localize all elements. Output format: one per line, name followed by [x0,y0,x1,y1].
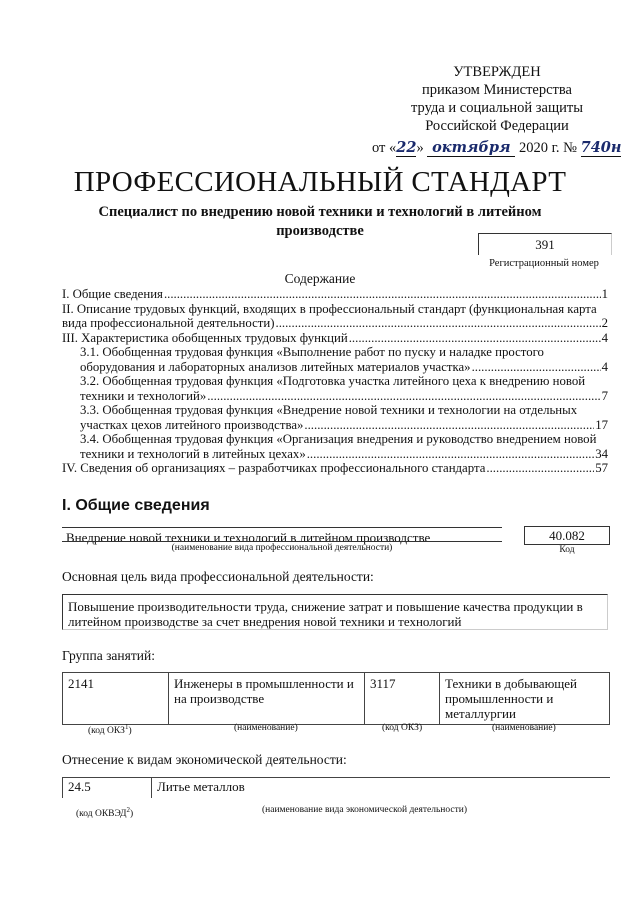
occupation-name-2: Техники в добывающей промышленности и металлургии [440,673,610,725]
toc-item-3-3[interactable] [62,403,608,432]
toc-item-text: 3.2. Обобщенная трудовая функция «Подготовка участка литейного цеха к внедрению новой [80,374,586,388]
toc-item-page: 7 [601,388,608,403]
okz-caption-1: (код ОКЗ$^1$) [88,723,132,737]
approval-title: УТВЕРЖДЕН [453,64,541,80]
registration-number: 391 [535,237,555,252]
toc-item-page: 1 [601,287,608,301]
registration-label: Регистрационный номер [489,258,599,269]
okz-code-1: 2141 [63,673,169,725]
toc-item-page: 2 [601,316,608,330]
toc-item-text: 3.1. Обобщенная трудовая функция «Выполнение работ по пуску и наладке простого [80,345,544,359]
goal-text: Повышение производительности труда, снижение затрат и повышение качества продукции в литейном производстве за счет внедрения новой техники и технологий [68,599,583,629]
toc-item-text-cont: участках цехов литейного производства» [80,417,304,432]
toc-item-text: IV. Сведения об организациях – разработчиках профессионального стандарта [62,461,486,475]
okz-code-2: 3117 [365,673,440,725]
toc-item-2[interactable] [62,302,608,331]
approval-line-2: приказом Министерства [422,82,572,98]
toc-item-text-cont: оборудования и лабораторных анализов литейных материалов участка» [80,359,471,374]
activity-code: 40.082 [549,528,585,543]
toc-item-text: 3.4. Обобщенная трудовая функция «Организация внедрения и руководство внедрением новой [80,432,597,446]
toc-item-1[interactable] [62,287,608,302]
okved-code-caption: (код ОКВЭД$^2$) [76,806,134,820]
order-from: от « [372,140,397,156]
name-caption-1: (наименование) [234,723,298,733]
toc-item-3-1[interactable] [62,345,608,374]
toc-item-text: III. Характеристика обобщенных трудовых функций [62,330,348,345]
goal-label: Основная цель вида профессиональной деятельности: [62,569,374,584]
order-year: 2020 г. № [518,140,577,156]
occupation-name-1: Инженеры в промышленности и на производстве [169,673,365,725]
toc-item-text-cont: техники и технологий» [80,388,207,403]
order-date-number [372,139,632,157]
okved-name: Литье металлов [152,778,611,799]
toc-item-3-4[interactable] [62,432,608,461]
table-row [63,778,611,799]
toc-item-text-cont: техники и технологий в литейных цехах» [80,446,306,461]
toc-item-3[interactable] [62,331,608,346]
okz-caption-2: (код ОКЗ) [382,723,423,733]
toc-item-page: 4 [601,330,608,345]
toc-item-page: 4 [601,359,608,374]
registration-number-box [478,233,612,255]
activity-underline [62,541,502,542]
okved-label: Отнесение к видам экономической деятельности: [62,752,347,767]
page-title: ПРОФЕССИОНАЛЬНЫЙ СТАНДАРТ [73,166,567,198]
occupation-group-table [62,672,610,725]
okved-name-caption: (наименование вида экономической деятельности) [262,805,467,815]
table-of-contents [62,287,608,476]
toc-item-text-cont: вида профессиональной деятельности) [62,316,275,330]
okved-table [62,777,610,798]
code-caption: Код [559,545,575,555]
section-heading: I. Общие сведения [62,497,210,514]
group-label: Группа занятий: [62,648,155,663]
goal-box [62,594,608,630]
toc-item-page: 17 [595,417,608,432]
toc-item-text: II. Описание трудовых функций, входящих в профессиональный стандарт (функциональная карта [62,301,597,316]
order-number: 740н [580,139,622,156]
name-caption-2: (наименование) [492,723,556,733]
approval-line-4: Российской Федерации [425,118,569,134]
toc-item-text: I. Общие сведения [62,287,163,301]
table-row [63,673,610,725]
toc-item-4[interactable] [62,461,608,476]
toc-title: Содержание [284,271,356,286]
toc-item-page: 57 [595,461,608,475]
activity-name: Внедрение новой техники и технологий в литейном производстве [66,530,431,545]
order-quote: » [416,140,424,156]
page-subtitle: Специалист по внедрению новой техники и технологий в литейном производстве [98,204,542,239]
toc-item-page: 34 [595,446,608,461]
okved-code: 24.5 [63,778,152,799]
approval-line-3: труда и социальной защиты [411,100,583,116]
order-day: 22 [396,139,417,156]
activity-code-box [524,526,610,545]
approval-block [372,63,622,135]
toc-item-3-2[interactable] [62,374,608,403]
order-month: октября [427,139,515,157]
activity-caption: (наименование вида профессиональной деятельности) [171,543,393,553]
toc-item-text: 3.3. Обобщенная трудовая функция «Внедрение новой техники и технологии на отдельных [80,403,578,417]
